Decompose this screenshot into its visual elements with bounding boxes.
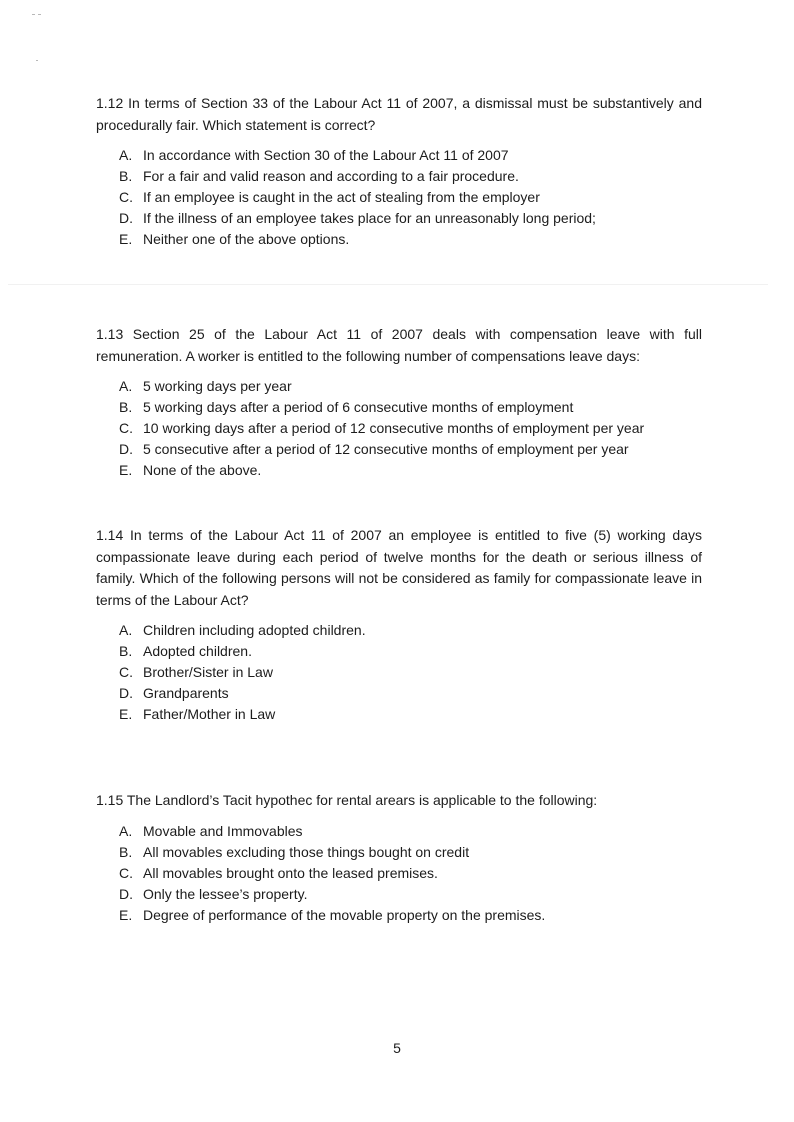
option-text: None of the above. — [143, 462, 262, 478]
option-e — [119, 905, 545, 926]
option-a — [119, 145, 509, 166]
option-text: If the illness of an employee takes place for an unreasonably long period; — [143, 210, 596, 226]
option-letter: C. — [119, 865, 133, 881]
scan-speck — [36, 60, 38, 61]
option-text: 5 consecutive after a period of 12 consecutive months of employment per year — [143, 441, 629, 457]
option-letter: B. — [119, 643, 133, 659]
question-1-15 — [96, 790, 702, 812]
option-letter: E. — [119, 231, 133, 247]
option-letter: C. — [119, 189, 133, 205]
option-text: Movable and Immovables — [143, 823, 303, 839]
option-b — [119, 842, 469, 863]
option-text: For a fair and valid reason and according to a fair procedure. — [143, 168, 519, 184]
option-letter: A. — [119, 823, 133, 839]
option-text: If an employee is caught in the act of stealing from the employer — [143, 189, 540, 205]
option-letter: A. — [119, 622, 133, 638]
option-b — [119, 166, 519, 187]
option-letter: C. — [119, 664, 133, 680]
page-number: 5 — [393, 1040, 401, 1056]
option-text: Degree of performance of the movable property on the premises. — [143, 907, 546, 923]
scan-speck — [38, 14, 41, 15]
scan-speck — [32, 14, 35, 15]
option-letter: C. — [119, 420, 133, 436]
option-letter: A. — [119, 147, 133, 163]
option-text: All movables brought onto the leased premises. — [143, 865, 438, 881]
option-letter: E. — [119, 706, 133, 722]
question-stem: 1.12 In terms of Section 33 of the Labour Act 11 of 2007, a dismissal must be substantively and procedurally fair. Which statement is correct? — [96, 95, 702, 133]
option-text: Only the lessee’s property. — [143, 886, 308, 902]
option-text: Grandparents — [143, 685, 229, 701]
option-letter: D. — [119, 685, 133, 701]
option-letter: B. — [119, 168, 133, 184]
option-e — [119, 704, 275, 725]
option-d — [119, 884, 307, 905]
option-letter: A. — [119, 378, 133, 394]
option-c — [119, 187, 540, 208]
question-stem: 1.13 Section 25 of the Labour Act 11 of 2007 deals with compensation leave with full remuneration. A worker is entitled to the following number of compensations leave days: — [96, 326, 702, 364]
question-stem: 1.15 The Landlord’s Tacit hypothec for rental arears is applicable to the following: — [96, 792, 598, 808]
option-text: 5 working days after a period of 6 consecutive months of employment — [143, 399, 574, 415]
option-d — [119, 683, 229, 704]
question-stem: 1.14 In terms of the Labour Act 11 of 2007 an employee is entitled to five (5) working days compassionate leave during each period of twelve months for the death or serious illness of family. Which of the following persons will not be considered as family for compassionate leave in terms of the Labour Act? — [96, 527, 702, 608]
option-c — [119, 662, 273, 683]
question-1-12 — [96, 93, 702, 136]
option-text: All movables excluding those things bought on credit — [143, 844, 470, 860]
option-text: Brother/Sister in Law — [143, 664, 273, 680]
option-text: In accordance with Section 30 of the Labour Act 11 of 2007 — [143, 147, 509, 163]
option-a — [119, 376, 292, 397]
option-text: 5 working days per year — [143, 378, 292, 394]
option-a — [119, 821, 303, 842]
question-1-13 — [96, 324, 702, 367]
option-letter: D. — [119, 441, 133, 457]
option-c — [119, 418, 644, 439]
option-letter: D. — [119, 210, 133, 226]
option-d — [119, 439, 629, 460]
option-a — [119, 620, 366, 641]
option-text: Children including adopted children. — [143, 622, 366, 638]
option-d — [119, 208, 596, 229]
question-1-14 — [96, 525, 702, 611]
option-letter: E. — [119, 462, 133, 478]
option-text: Adopted children. — [143, 643, 252, 659]
option-text: Neither one of the above options. — [143, 231, 350, 247]
option-b — [119, 641, 252, 662]
scan-divider — [8, 284, 768, 285]
option-text: 10 working days after a period of 12 consecutive months of employment per year — [143, 420, 645, 436]
option-e — [119, 229, 349, 250]
option-e — [119, 460, 261, 481]
option-b — [119, 397, 573, 418]
option-text: Father/Mother in Law — [143, 706, 276, 722]
option-letter: B. — [119, 844, 133, 860]
option-letter: B. — [119, 399, 133, 415]
option-c — [119, 863, 438, 884]
option-letter: E. — [119, 907, 133, 923]
option-letter: D. — [119, 886, 133, 902]
